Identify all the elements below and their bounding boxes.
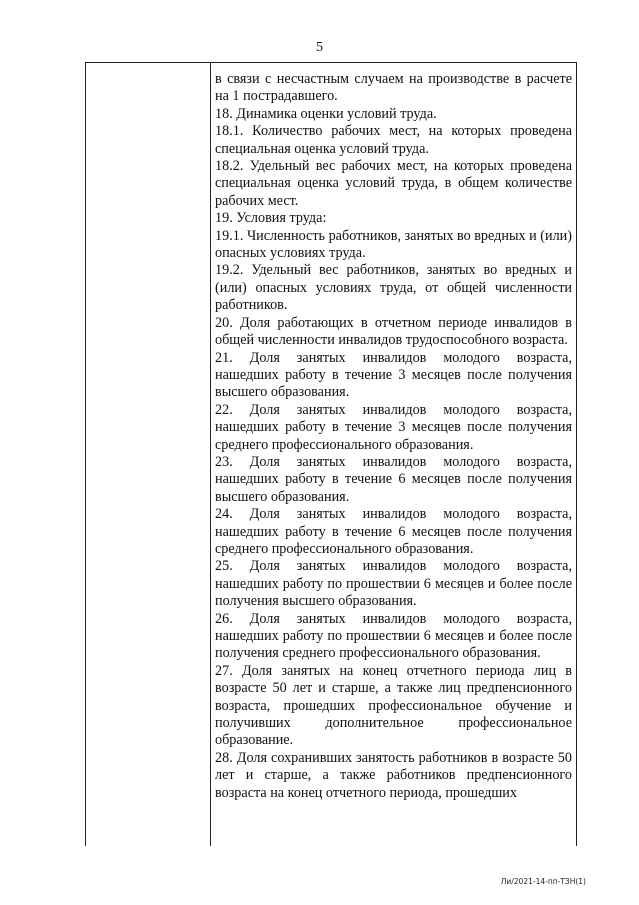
- list-item: 28. Доля сохранивших занятость работников в возрасте 50 лет и старше, а также работников предпенсионного возраста на конец отчетного периода, прошедших: [215, 749, 572, 801]
- page-number: 5: [316, 40, 323, 55]
- list-item: 23. Доля занятых инвалидов молодого возраста, нашедших работу в течение 6 месяцев после получения высшего образования.: [215, 453, 572, 505]
- list-item: 26. Доля занятых инвалидов молодого возраста, нашедших работу по прошествии 6 месяцев и более после получения среднего профессионального образования.: [215, 610, 572, 662]
- list-item: 18.1. Количество рабочих мест, на которых проведена специальная оценка условий труда.: [215, 123, 572, 157]
- list-item: 19.2. Удельный вес работников, занятых во вредных и (или) опасных условиях труда, от общей численности работников.: [215, 262, 572, 314]
- table-right-column: [213, 71, 572, 802]
- list-item: 27. Доля занятых на конец отчетного периода лиц в возрасте 50 лет и старше, а также лиц предпенсионного возраста, прошедших профессиональное обучение и получивших дополнительное профессиональное образование.: [215, 662, 572, 749]
- table-left-column: [86, 63, 211, 846]
- document-reference-code: Ли/2021-14-пп-ТЗН(1): [500, 877, 586, 886]
- list-item: 19.1. Численность работников, занятых во вредных и (или) опасных условиях труда.: [215, 227, 572, 262]
- list-item: 20. Доля работающих в отчетном периоде инвалидов в общей численности инвалидов трудоспособного возраста.: [215, 314, 572, 349]
- list-item: 21. Доля занятых инвалидов молодого возраста, нашедших работу в течение 3 месяцев после получения высшего образования.: [215, 349, 572, 401]
- list-item: 22. Доля занятых инвалидов молодого возраста, нашедших работу в течение 3 месяцев после получения среднего профессионального образования.: [215, 401, 572, 453]
- list-item: 25. Доля занятых инвалидов молодого возраста, нашедших работу по прошествии 6 месяцев и более после получения высшего образования.: [215, 558, 572, 610]
- list-item: 18.2. Удельный вес рабочих мест, на которых проведена специальная оценка условий труда, в общем количестве рабочих мест.: [215, 158, 572, 209]
- list-item: 24. Доля занятых инвалидов молодого возраста, нашедших работу в течение 6 месяцев после получения среднего профессионального образования.: [215, 506, 572, 557]
- indicator-table: [85, 62, 577, 846]
- list-item: 18. Динамика оценки условий труда.: [215, 105, 437, 122]
- list-item: 19. Условия труда:: [215, 210, 327, 227]
- list-item: в связи с несчастным случаем на производстве в расчете на 1 пострадавшего.: [215, 71, 572, 105]
